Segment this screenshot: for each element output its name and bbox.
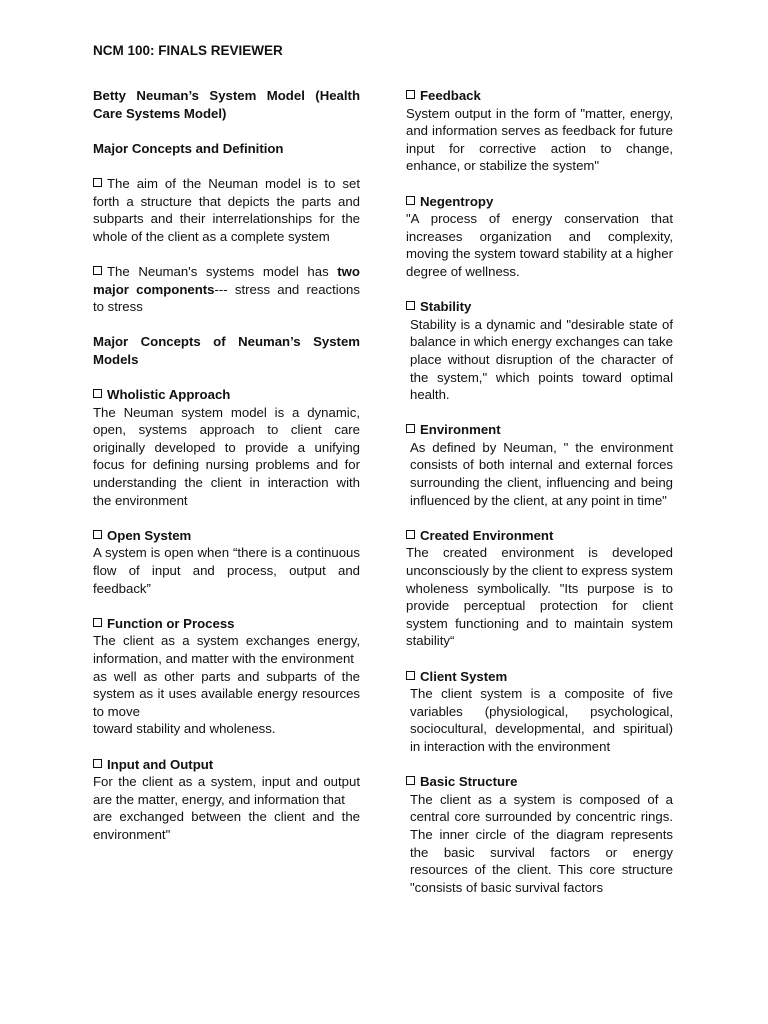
components-paragraph: The Neuman's systems model has two major components--- stress and reactions to stress — [93, 263, 360, 315]
aim-paragraph: The aim of the Neuman model is to set forth a structure that depicts the parts and subparts and their interrelationships for the whole of the client as a complete system — [93, 175, 360, 244]
function-text-1: The client as a system exchanges energy, information, and matter with the environment — [93, 633, 360, 666]
checkbox-bullet-icon — [406, 196, 415, 205]
checkbox-bullet-icon — [93, 389, 102, 398]
left-column — [93, 87, 360, 844]
basic-structure-heading: Basic Structure — [406, 773, 673, 791]
created-environment-text: The created environment is developed unconsciously by the client to express system wholeness symbolically. "Its purpose is to provide perceptual protection for client system functioning and to maintain system stability“ — [406, 545, 673, 649]
checkbox-bullet-icon — [406, 301, 415, 310]
client-system-text: The client system is a composite of five variables (physiological, psychological, sociocultural, developmental, and spiritual) in interaction with the environment — [410, 686, 673, 754]
feedback-text: System output in the form of "matter, energy, and information serves as feedback for future input for corrective action to change, enhance, or stabilize the system" — [406, 105, 673, 174]
checkbox-bullet-icon — [406, 90, 415, 99]
major-concepts-subtitle: Major Concepts and Definition — [93, 140, 284, 156]
checkbox-bullet-icon — [93, 178, 102, 187]
basic-structure-text: The client as a system is composed of a central core surrounded by concentric rings. The inner circle of the diagram represents the basic survival factors or energy resources of the client. This core structure "consists of basic survival factors — [410, 791, 673, 895]
negentropy-heading: Negentropy — [406, 193, 673, 211]
page-header: NCM 100: FINALS REVIEWER — [93, 43, 283, 58]
checkbox-bullet-icon — [93, 618, 102, 627]
open-system-heading: Open System — [93, 527, 360, 545]
open-system-text: A system is open when “there is a continuous flow of input and process, output and feedback” — [93, 545, 360, 596]
input-output-heading: Input and Output — [93, 756, 360, 774]
checkbox-bullet-icon — [406, 424, 415, 433]
input-output-text-2: are exchanged between the client and the environment" — [93, 809, 360, 842]
environment-text: As defined by Neuman, " the environment consists of both internal and external forces surrounding the client, influencing and being influenced by the client, at any point in time" — [410, 439, 673, 508]
checkbox-bullet-icon — [406, 530, 415, 539]
model-title: Betty Neuman’s System Model (Health Care Systems Model) — [93, 88, 360, 121]
stability-text: Stability is a dynamic and "desirable state of balance in which energy exchanges can take place without disruption of the character of the system," which points toward optimal health. — [410, 316, 673, 403]
client-system-heading: Client System — [406, 668, 673, 686]
function-text-2: as well as other parts and subparts of the system as it uses available energy resources to move — [93, 668, 360, 719]
checkbox-bullet-icon — [406, 776, 415, 785]
negentropy-text: "A process of energy conservation that increases organization and complexity, moving the system toward stability at a higher degree of wellness. — [406, 211, 673, 279]
wholistic-heading: Wholistic Approach — [93, 386, 360, 404]
stability-heading: Stability — [406, 298, 673, 316]
checkbox-bullet-icon — [406, 671, 415, 680]
created-environment-heading: Created Environment — [406, 527, 673, 545]
concepts-heading: Major Concepts of Neuman’s System Models — [93, 334, 360, 367]
checkbox-bullet-icon — [93, 759, 102, 768]
input-output-text-1: For the client as a system, input and output are the matter, energy, and information that — [93, 774, 360, 807]
function-heading: Function or Process — [93, 615, 360, 633]
checkbox-bullet-icon — [93, 530, 102, 539]
function-text-3: toward stability and wholeness. — [93, 721, 276, 737]
environment-heading: Environment — [406, 421, 673, 439]
feedback-heading: Feedback — [406, 87, 673, 105]
right-column — [406, 87, 673, 896]
wholistic-text: The Neuman system model is a dynamic, open, systems approach to client care originally developed to provide a unifying focus for defining nursing problems and for understanding the client in interaction with the environment — [93, 404, 360, 508]
checkbox-bullet-icon — [93, 266, 102, 275]
